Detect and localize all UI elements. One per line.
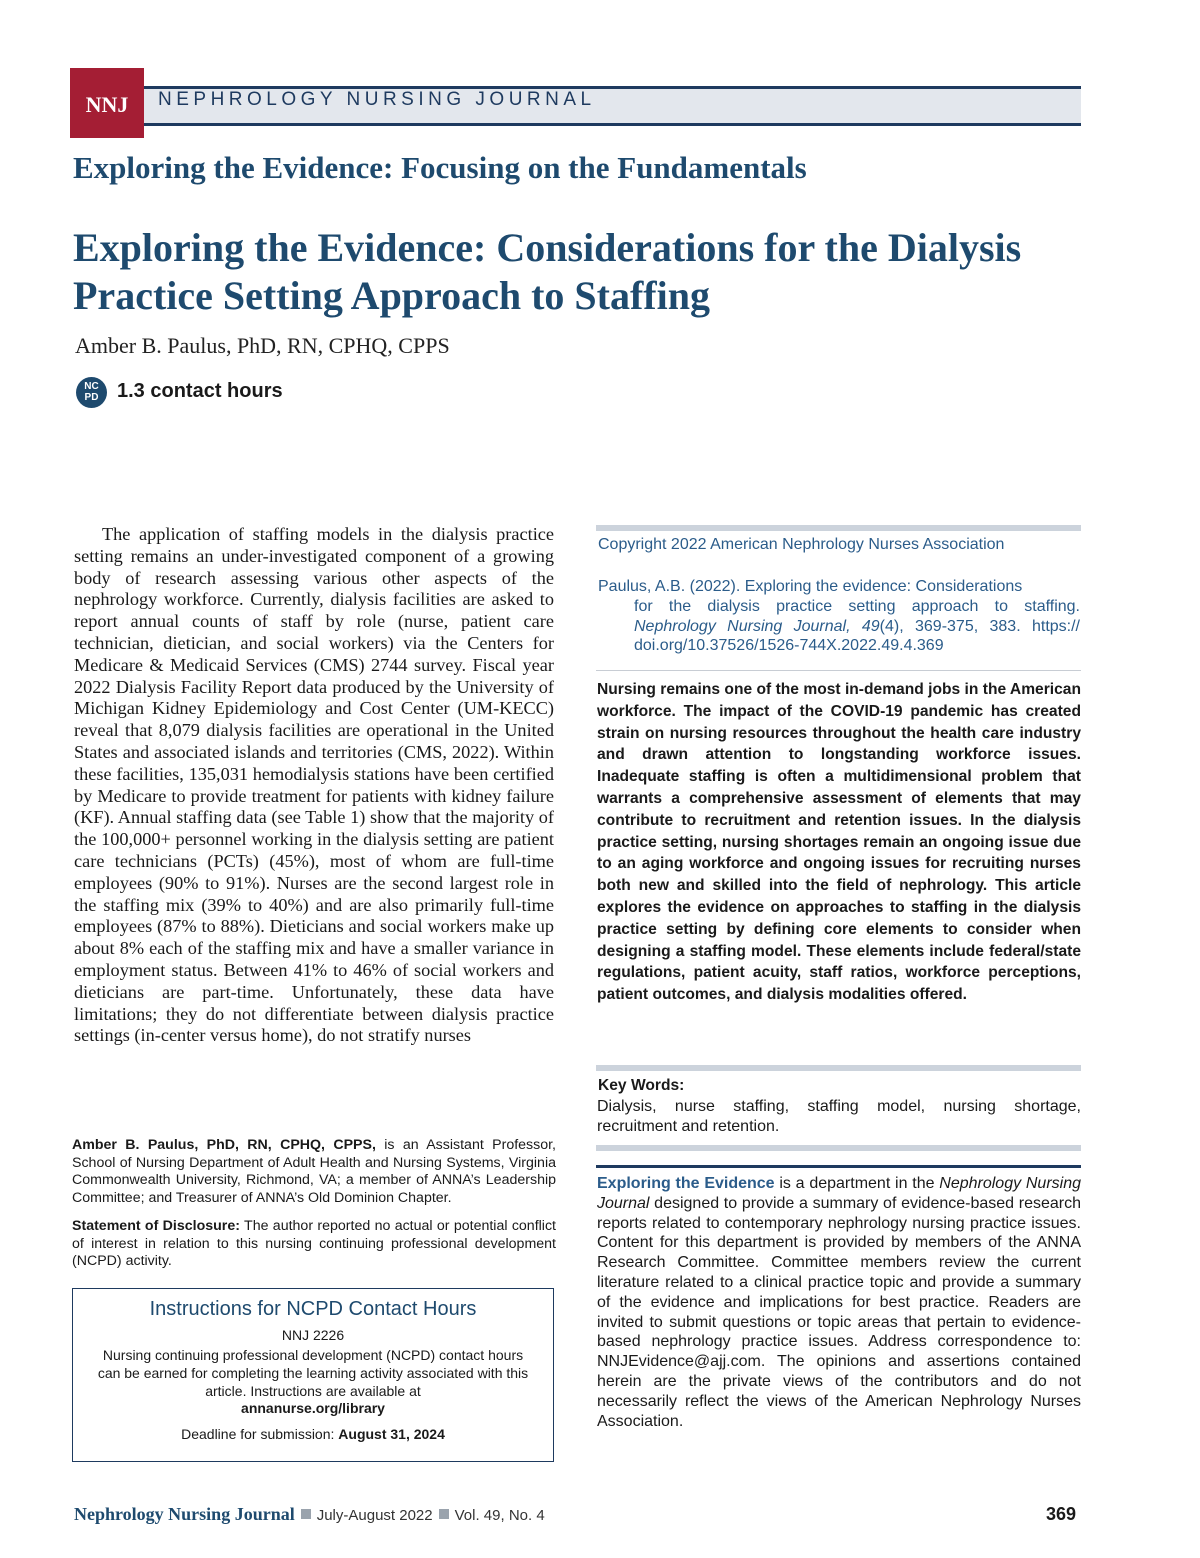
author-bio-text: is an Assistant Professor, School of Nursing Department of Adult Health and Nursing Systems, Virginia Commonwealth University, Richmond, VA; a member of ANNA’s Leadership Committee; and Treasurer of ANNA’s Old Dominion Chapter. [72, 1137, 556, 1206]
disclosure-label: Statement of Disclosure: [72, 1218, 240, 1234]
author-bio [72, 1137, 556, 1207]
journal-logo: NNJ [85, 92, 129, 117]
ncpd-code: NNJ 2226 [281, 1327, 345, 1343]
citation-doi-link[interactable]: doi.org/10.37526/1526-744X.2022.49.4.369 [634, 637, 944, 655]
footer-volume: Vol. 49, No. 4 [454, 1507, 545, 1524]
department-text-1: is a department in the [774, 1175, 940, 1192]
divider [596, 1065, 1081, 1071]
department-lead: Exploring the Evidence [597, 1175, 775, 1192]
footer-separator [301, 1509, 311, 1519]
article-title: Exploring the Evidence: Considerations for the Dialysis Practice Setting Approach to Staffing [73, 225, 1022, 318]
body-text: The application of staffing models in the dialysis practice setting remains an under-investigated component of a growing body of research assessing various other aspects of the nephrology workforce. Currently, dialysis facilities are asked to report annual counts of staff by role (nurse, patient care technician, dietician, and social workers) via the Centers for Medicare & Medicaid Services (CMS) 2744 survey. Fiscal year 2022 Dialysis Facility Report data produced by the University of Michigan Kidney Epidemiology and Cost Center (UM-KECC) reveal that 8,079 dialysis facilities are operational in the United States and associated islands and territories (CMS, 2022). Within these facilities, 135,031 hemodialysis stations have been certified by Medicare to provide treatment for patients with kidney failure (KF). Annual staffing data (see Table 1) show that the majority of the 100,000+ personnel working in the dialysis setting are patient care technicians (PCTs) (45%), most of whom are full-time employees (90% to 91%). Nurses are the second largest role in the staffing mix (39% to 40%) and are also primarily full-time employees (87% to 88%). Dieticians and social workers make up about 8% each of the staffing mix and have a smaller variance in employment status. Between 41% to 46% of social workers and dieticians are part-time. Unfortunately, these data have limitations; they do not differentiate between dialysis practice settings (in-center versus home), do not stratify nurses [74, 524, 554, 1046]
disclosure-statement [72, 1218, 556, 1271]
ncpd-deadline [72, 1426, 554, 1442]
section-title: Exploring the Evidence: Focusing on the Fundamentals [73, 150, 807, 185]
ncpd-deadline-date: August 31, 2024 [338, 1426, 445, 1442]
ncpd-box-title: Instructions for NCPD Contact Hours [149, 1298, 477, 1320]
divider [596, 670, 1081, 671]
footer-separator [439, 1509, 449, 1519]
ncpd-instructions-text: Nursing continuing professional development (NCPD) contact hours can be earned for completing the learning activity associated with this article. Instructions are available at [97, 1347, 529, 1399]
ncpd-badge-line2: PD [84, 392, 99, 403]
keywords: Dialysis, nurse staffing, staffing model, nursing shortage, recruitment and retention. [597, 1098, 1081, 1135]
abstract: Nursing remains one of the most in-demand jobs in the American workforce. The impact of the COVID-19 pandemic has created strain on nursing resources throughout the health care industry and drawn attention to longstanding workforce issues. Inadequate staffing is often a multidimensional problem that warrants a comprehensive assessment of elements that may contribute to recruitment and retention issues. In the dialysis practice setting, nursing shortages remain an ongoing issue due to an aging workforce and ongoing issues for recruiting nurses both new and skilled into the field of nephrology. This article explores the evidence on approaches to staffing in the dialysis practice setting by defining core elements to consider when designing a staffing model. These elements include federal/state regulations, patient acuity, staff ratios, workforce perceptions, patient outcomes, and dialysis modalities offered. [597, 681, 1081, 1004]
disclosure-text: The author reported no actual or potential conflict of interest in relation to this nursing continuing professional development (NCPD) activity. [72, 1218, 556, 1270]
department-text-2: designed to provide a summary of evidence-based research reports related to contemporary nephrology nursing practice issues. Content for this department is provided by members of the ANNA Research Committee. Committee members review the current literature related to a clinical practice topic and provide a summary of the evidence and implications for best practice. Readers are invited to submit questions or topic areas that pertain to evidence-based nephrology practice issues. Address correspondence to: NNJEvidence@ajj.com. The opinions and assertions contained herein are the private views of the contributors and do not necessarily reflect the views of the American Nephrology Nurses Association. [597, 1194, 1081, 1430]
journal-name: NEPHROLOGY NURSING JOURNAL [158, 89, 596, 110]
ncpd-badge-line1: NC [84, 381, 99, 392]
department-description [597, 1174, 1081, 1431]
citation-first-line: Paulus, A.B. (2022). Exploring the evidence: Considerations [598, 578, 1023, 595]
footer-issue: July-August 2022 [316, 1507, 433, 1524]
author-bio-name: Amber B. Paulus, PhD, RN, CPHQ, CPPS, [72, 1137, 376, 1153]
divider [596, 525, 1081, 531]
page-footer [74, 1504, 545, 1525]
citation-issue: (4), 369-375, 383. https:// [879, 617, 1080, 635]
citation [598, 577, 1080, 656]
ncpd-instructions [96, 1347, 530, 1418]
divider [596, 1165, 1081, 1168]
page-number: 369 [1046, 1504, 1077, 1524]
ncpd-badge-icon [76, 377, 107, 408]
footer-journal-name: Nephrology Nursing Journal [74, 1504, 295, 1524]
citation-journal: Nephrology Nursing Journal, 49 [634, 617, 880, 635]
department-journal: Nephrology Nursing Journal [597, 1175, 1081, 1212]
citation-second-line: for the dialysis practice setting approach to staffing. [634, 597, 1080, 615]
contact-hours: 1.3 contact hours [117, 380, 283, 402]
ncpd-library-link[interactable]: annanurse.org/library [241, 1400, 385, 1417]
author-byline: Amber B. Paulus, PhD, RN, CPHQ, CPPS [75, 333, 450, 358]
keywords-title: Key Words: [598, 1077, 685, 1094]
ncpd-deadline-label: Deadline for submission: [181, 1426, 339, 1442]
divider [596, 1145, 1081, 1151]
copyright-notice: Copyright 2022 American Nephrology Nurses Association [598, 536, 1005, 553]
